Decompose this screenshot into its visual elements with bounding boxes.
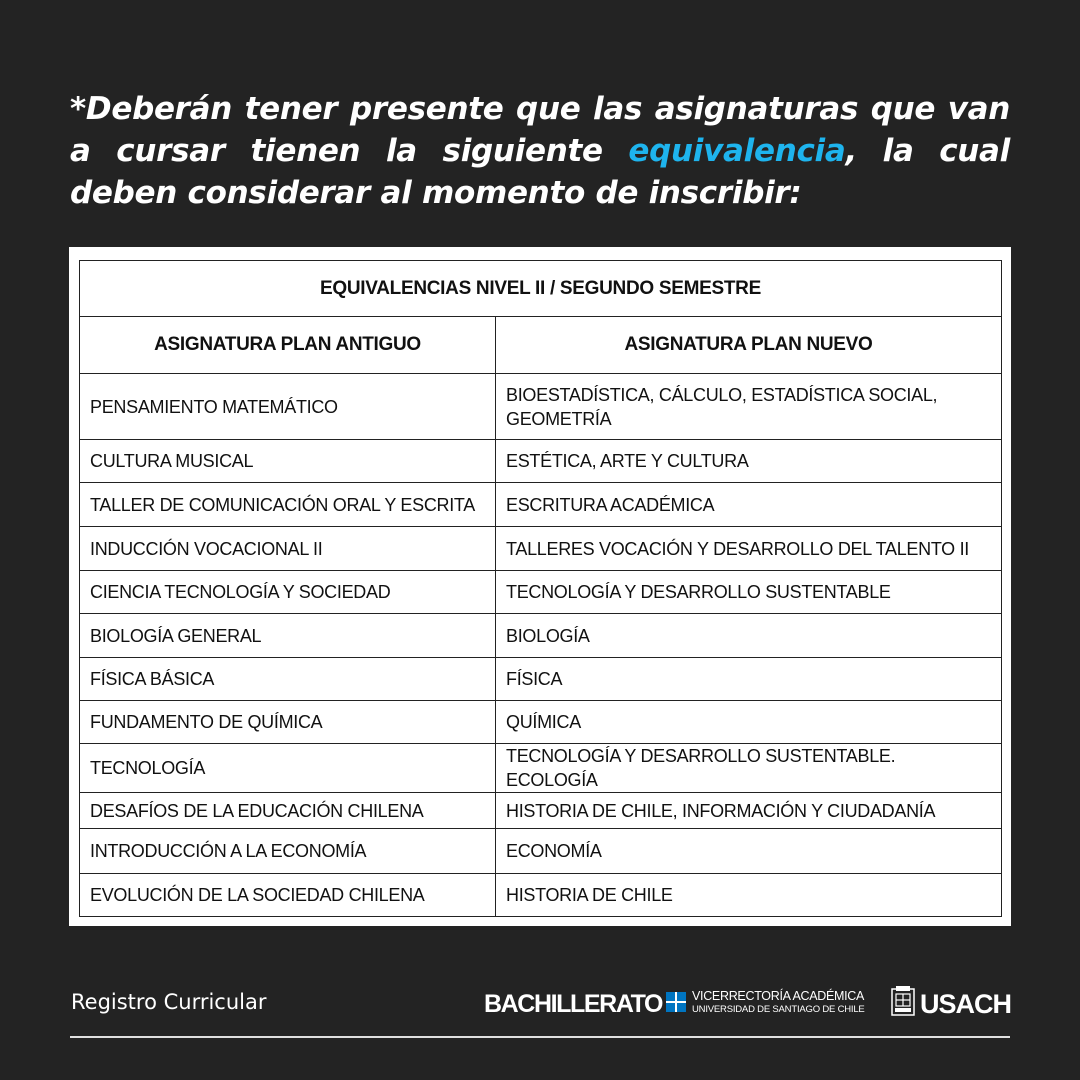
universidad-label: UNIVERSIDAD DE SANTIAGO DE CHILE: [692, 1004, 865, 1015]
new-subject-cell: TECNOLOGÍA Y DESARROLLO SUSTENTABLE. ECOLOGÍA: [496, 744, 1002, 793]
table-row: [80, 701, 1002, 744]
equivalence-table: [79, 260, 1002, 917]
table-row: [80, 527, 1002, 571]
new-subject-cell: ECONOMÍA: [496, 829, 1002, 874]
new-subject-cell: QUÍMICA: [496, 701, 1002, 744]
university-seal-icon: [890, 986, 916, 1018]
old-subject-cell: DESAFÍOS DE LA EDUCACIÓN CHILENA: [80, 793, 496, 829]
footer-logos: [484, 986, 1010, 1022]
table-header-row: [80, 317, 1002, 374]
new-subject-cell: ESCRITURA ACADÉMICA: [496, 483, 1002, 527]
old-subject-cell: FÍSICA BÁSICA: [80, 658, 496, 701]
new-subject-cell: ESTÉTICA, ARTE Y CULTURA: [496, 440, 1002, 483]
new-subject-cell: BIOESTADÍSTICA, CÁLCULO, ESTADÍSTICA SOCIAL, GEOMETRÍA: [496, 374, 1002, 440]
headline-part-1: *Deberán tener presente que las asignaturas que van a cursar tienen la siguiente: [70, 91, 1010, 169]
footer-divider: [70, 1036, 1010, 1038]
old-subject-cell: FUNDAMENTO DE QUÍMICA: [80, 701, 496, 744]
old-subject-cell: CIENCIA TECNOLOGÍA Y SOCIEDAD: [80, 571, 496, 614]
table-row: [80, 483, 1002, 527]
table-title-row: [80, 261, 1002, 317]
table-title: EQUIVALENCIAS NIVEL II / SEGUNDO SEMESTRE: [80, 261, 1002, 317]
table-row: [80, 571, 1002, 614]
new-subject-cell: FÍSICA: [496, 658, 1002, 701]
headline-highlight: equivalencia: [628, 133, 846, 169]
old-subject-cell: PENSAMIENTO MATEMÁTICO: [80, 374, 496, 440]
table-row: [80, 374, 1002, 440]
usach-logo: USACH: [920, 989, 1012, 1019]
new-subject-cell: BIOLOGÍA: [496, 614, 1002, 658]
table-row: [80, 440, 1002, 483]
footer-label: Registro Curricular: [71, 990, 267, 1014]
chile-flag-icon: [666, 992, 686, 1012]
old-subject-cell: TECNOLOGÍA: [80, 744, 496, 793]
old-subject-cell: INTRODUCCIÓN A LA ECONOMÍA: [80, 829, 496, 874]
new-subject-cell: HISTORIA DE CHILE: [496, 874, 1002, 917]
table-row: [80, 793, 1002, 829]
header-new-plan: ASIGNATURA PLAN NUEVO: [496, 317, 1002, 374]
table-row: [80, 874, 1002, 917]
old-subject-cell: BIOLOGÍA GENERAL: [80, 614, 496, 658]
old-subject-cell: EVOLUCIÓN DE LA SOCIEDAD CHILENA: [80, 874, 496, 917]
old-subject-cell: INDUCCIÓN VOCACIONAL II: [80, 527, 496, 571]
new-subject-cell: HISTORIA DE CHILE, INFORMACIÓN Y CIUDADANÍA: [496, 793, 1002, 829]
bachillerato-logo: BACHILLERATO: [484, 990, 663, 1018]
new-subject-cell: TECNOLOGÍA Y DESARROLLO SUSTENTABLE: [496, 571, 1002, 614]
vicerrectoria-label: VICERRECTORÍA ACADÉMICA: [692, 989, 865, 1003]
headline-text: [70, 88, 1010, 214]
equivalence-table-card: [69, 247, 1011, 926]
table-row: [80, 614, 1002, 658]
table-row: [80, 658, 1002, 701]
headline-part-2: , la cual deben considerar al momento de inscribir:: [70, 133, 1010, 211]
table-row: [80, 744, 1002, 793]
table-row: [80, 829, 1002, 874]
old-subject-cell: TALLER DE COMUNICACIÓN ORAL Y ESCRITA: [80, 483, 496, 527]
old-subject-cell: CULTURA MUSICAL: [80, 440, 496, 483]
new-subject-cell: TALLERES VOCACIÓN Y DESARROLLO DEL TALENTO II: [496, 527, 1002, 571]
header-old-plan: ASIGNATURA PLAN ANTIGUO: [80, 317, 496, 374]
